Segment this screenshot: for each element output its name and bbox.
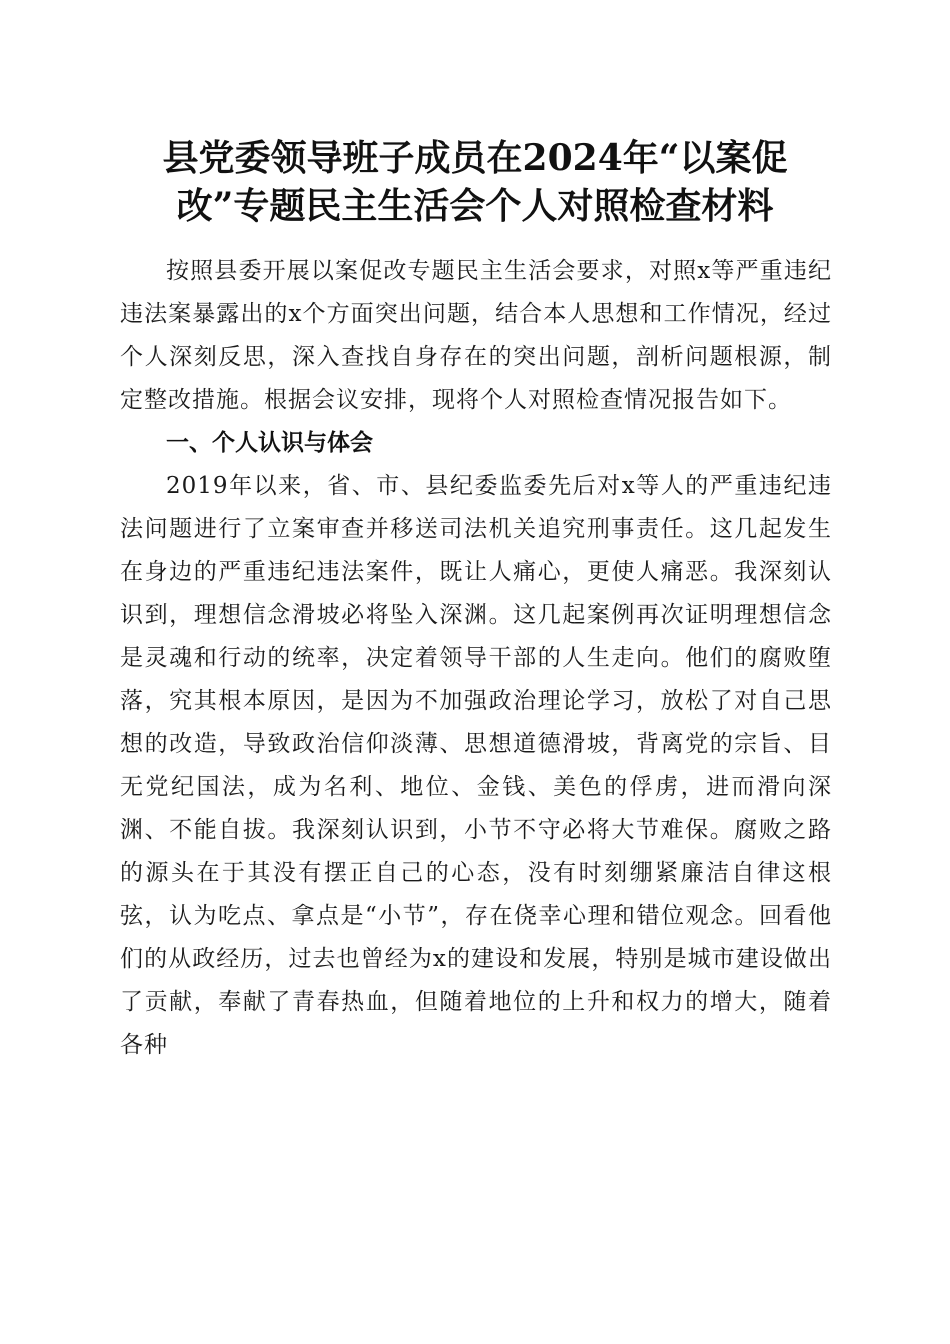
section-heading: 一、个人认识与体会 [166,430,373,456]
title-line-2: 改”专题民主生活会个人对照检查材料 [176,185,774,227]
document-title [110,134,840,230]
intro-paragraph: 按照县委开展以案促改专题民主生活会要求，对照x等严重违纪违法案暴露出的x个方面突出问题，结合本人思想和工作情况，经过个人深刻反思，深入查找自身存在的突出问题，剖析问题根源，制定整改措施。根据会议安排，现将个人对照检查情况报告如下。 [120,258,832,413]
section-paragraph: 2019年以来，省、市、县纪委监委先后对x等人的严重违纪违法问题进行了立案审查并移送司法机关追究刑事责任。这几起发生在身边的严重违纪违法案件，既让人痛心，更使人痛恶。我深刻认识到，理想信念滑坡必将坠入深渊。这几起案例再次证明理想信念是灵魂和行动的统率，决定着领导干部的人生走向。他们的腐败堕落，究其根本原因，是因为不加强政治理论学习，放松了对自己思想的改造，导致政治信仰淡薄、思想道德滑坡，背离党的宗旨、目无党纪国法，成为名利、地位、金钱、美色的俘虏，进而滑向深渊、不能自拔。我深刻认识到，小节不守必将大节难保。腐败之路的源头在于其没有摆正自己的心态，没有时刻绷紧廉洁自律这根弦，认为吃点、拿点是“小节”，存在侥幸心理和错位观念。回看他们的从政经历，过去也曾经为x的建设和发展，特别是城市建设做出了贡献，奉献了青春热血，但随着地位的上升和权力的增大，随着各种 [120,473,832,1058]
document-body [120,250,832,1067]
title-line-1: 县党委领导班子成员在2024年“以案促 [162,137,788,179]
